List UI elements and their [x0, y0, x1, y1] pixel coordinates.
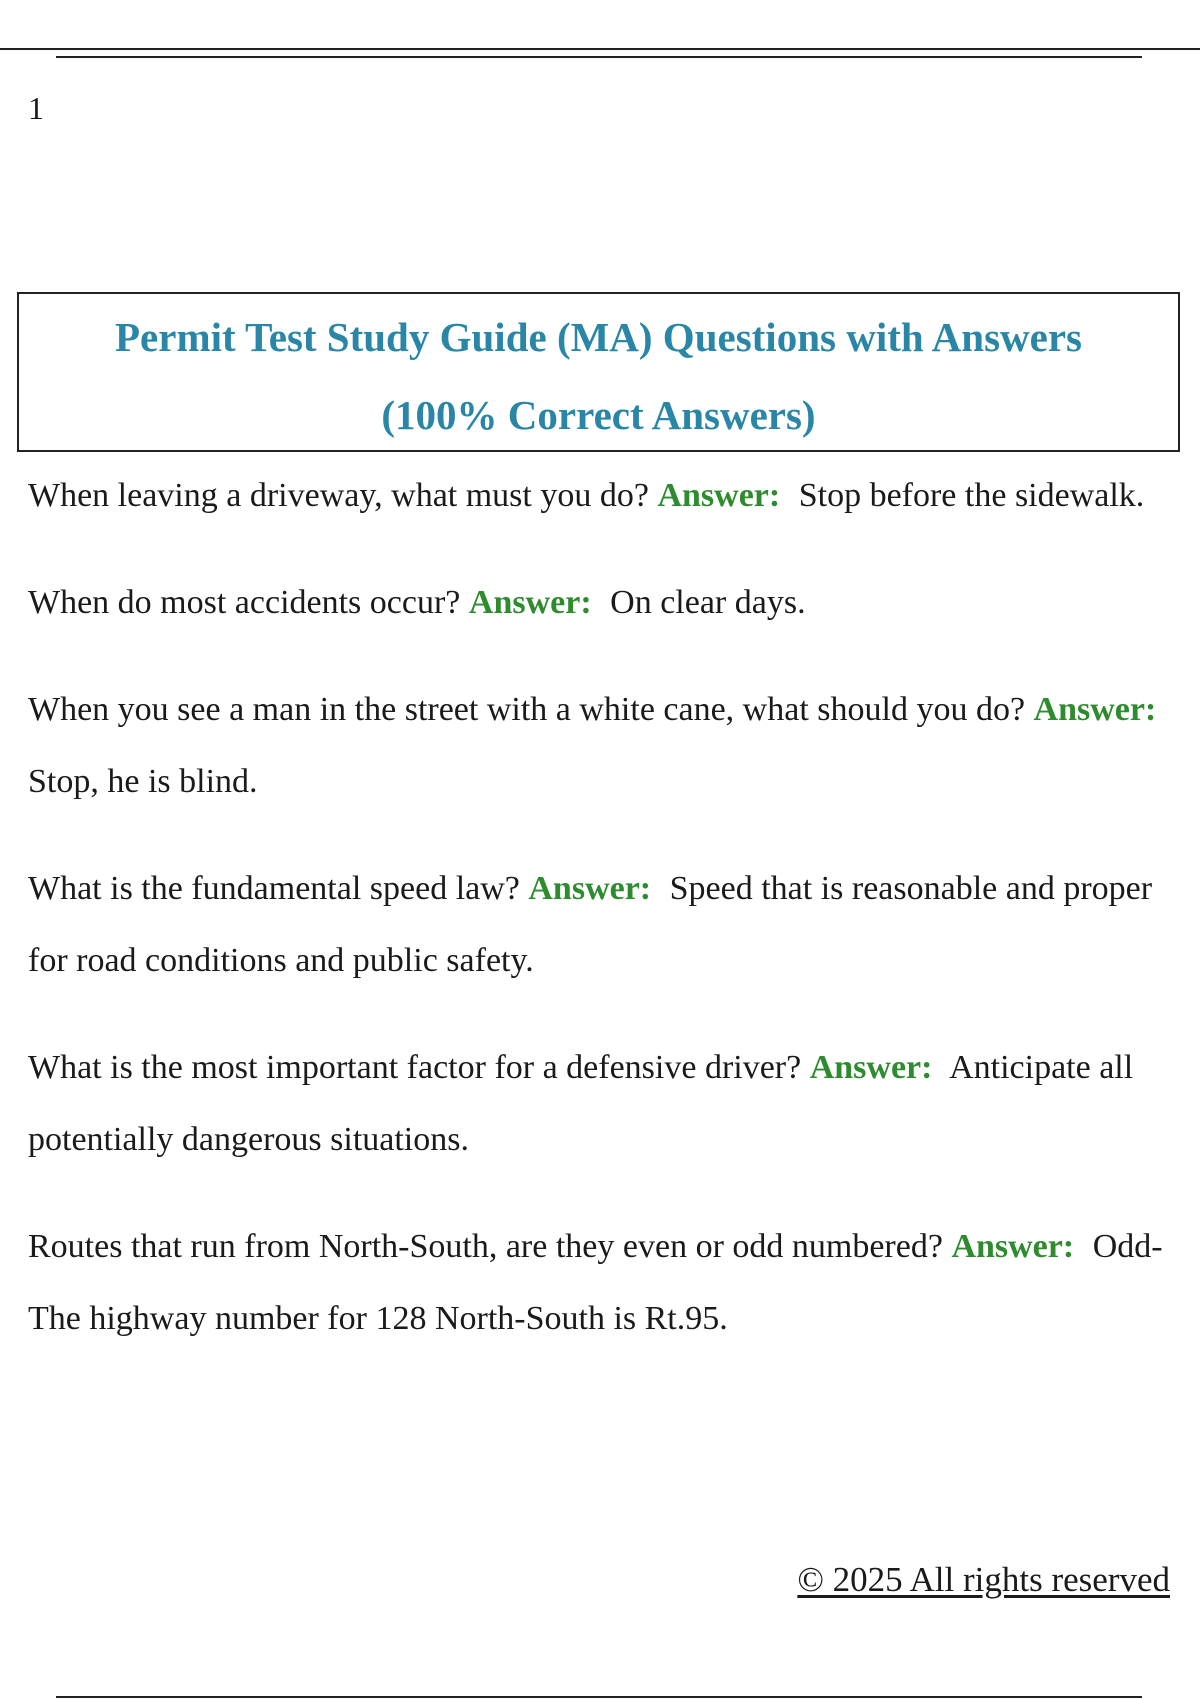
answer-label: Answer:	[809, 1049, 933, 1086]
qa-question: When you see a man in the street with a white cane, what should you do?	[28, 691, 1026, 728]
qa-item	[28, 460, 1178, 532]
qa-question: When leaving a driveway, what must you do?	[28, 477, 649, 514]
qa-item	[28, 567, 1178, 639]
title-box	[17, 292, 1180, 452]
footer-rule	[56, 1696, 1142, 1698]
answer-label: Answer:	[468, 584, 592, 621]
qa-answer: On clear days.	[610, 584, 806, 621]
header-rule-outer	[0, 48, 1200, 50]
document-title: Permit Test Study Guide (MA) Questions with Answers	[115, 314, 1082, 360]
qa-answer: Anticipate all potentially dangerous situations.	[28, 1049, 1134, 1158]
page-number: 1	[28, 90, 44, 126]
qa-question: When do most accidents occur?	[28, 584, 461, 621]
answer-label: Answer:	[657, 477, 781, 514]
qa-item	[28, 674, 1178, 818]
qa-item	[28, 1032, 1178, 1176]
qa-answer: Stop before the sidewalk.	[798, 477, 1145, 514]
answer-label: Answer:	[1033, 691, 1157, 728]
copyright-notice: © 2025 All rights reserved	[797, 1560, 1170, 1599]
qa-item	[28, 853, 1178, 997]
answer-label: Answer:	[951, 1228, 1075, 1265]
qa-question: Routes that run from North-South, are they even or odd numbered?	[28, 1228, 943, 1265]
qa-answer: Speed that is reasonable and proper for road conditions and public safety.	[28, 870, 1153, 979]
qa-answer: Odd- The highway number for 128 North-South is Rt.95.	[28, 1228, 1163, 1337]
document-subtitle: (100% Correct Answers)	[381, 392, 816, 438]
qa-question: What is the most important factor for a defensive driver?	[28, 1049, 802, 1086]
header-rule-inner	[56, 56, 1142, 58]
qa-item	[28, 1211, 1178, 1355]
answer-label: Answer:	[528, 870, 652, 907]
qa-answer: Stop, he is blind.	[28, 763, 258, 800]
qa-question: What is the fundamental speed law?	[28, 870, 520, 907]
qa-list	[28, 460, 1178, 1390]
